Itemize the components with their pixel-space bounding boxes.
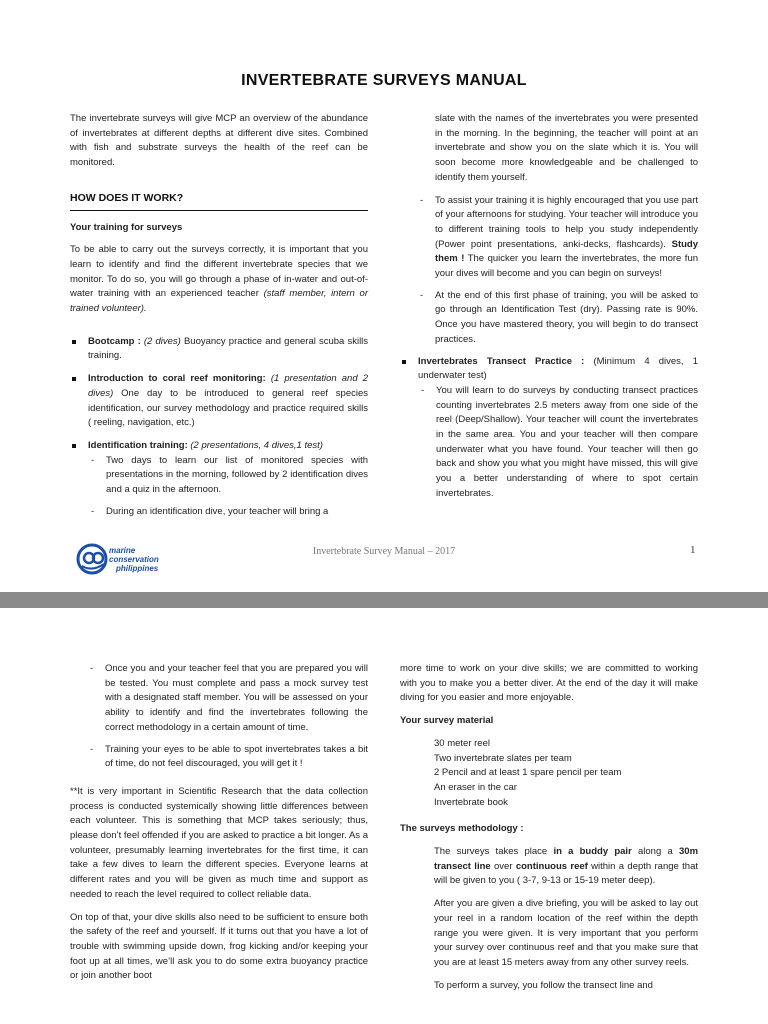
bullet-text: One day to be introduced to general reef species identification, our survey methodology and practice required skills ( reeling, navigation, etc.) <box>88 387 369 429</box>
bullet-intro-monitoring <box>70 372 368 431</box>
method-text: The surveys takes place <box>434 846 554 858</box>
method-bold: 30m transect line <box>434 846 699 872</box>
bullet-bootcamp <box>70 335 368 364</box>
material-item: An eraser in the car <box>434 781 517 793</box>
method-paragraph-3: To perform a survey, you follow the transect line and <box>434 979 653 991</box>
material-item: Invertebrate book <box>434 796 508 808</box>
training-intro-text: To be able to carry out the surveys correctly, it is important that you learn to identify and find the different invertebrate species that we monitor. To do so, you will go through a phase of in-water and out-of-water training with an experienced teacher <box>70 244 368 300</box>
training-intro-italic: (staff member, intern or trained volunteer). <box>70 288 368 315</box>
section-heading: HOW DOES IT WORK? <box>70 191 184 204</box>
heading-divider <box>70 210 368 211</box>
bullet-bold: Introduction to coral reef monitoring: <box>88 373 266 385</box>
dash-item: - You will learn to do surveys by conducting transect practices counting invertebrates 2.5 meters away from one side of the reel (Deep/Shallow). Your teacher will count the invertebrates in the same area. You and your teacher will then compare underwater what you have found. Your teacher will then go back and show you what you might have missed, this will give you a better understanding of where to spot certain invertebrates. <box>418 384 698 502</box>
logo-text-conservation: conservation <box>109 555 159 564</box>
training-intro <box>70 243 368 317</box>
intro-paragraph: The invertebrate surveys will give MCP an overview of the abundance of invertebrates at different depths at different dive sites. Combined with fish and substrate surveys the health of the reef can be monitored. <box>70 113 368 169</box>
bullet-bold: Invertebrates Transect Practice : <box>418 355 585 367</box>
right-dash-list <box>400 194 698 348</box>
footer-text: Invertebrate Survey Manual – 2017 <box>312 546 456 557</box>
method-heading: The surveys methodology : <box>400 823 524 835</box>
dash-item: - Training your eyes to be able to spot invertebrates takes a bit of time, do not feel discouraged, you will get it ! <box>87 743 368 772</box>
logo-text-marine: marine <box>109 546 136 555</box>
right-column <box>400 112 698 509</box>
transect-dash-list <box>418 384 698 502</box>
material-item: 2 Pencil and at least 1 spare pencil per team <box>434 767 622 779</box>
slate-continuation: slate with the names of the invertebrates you were presented in the morning. In the beginning, the teacher will point at an invertebrate and show you on the slate which it is. You will soon become more knowledgeable and be challenged to identify them yourself. <box>435 113 698 183</box>
method-paragraph-1 <box>400 845 698 889</box>
transect-bullet-list <box>400 355 698 502</box>
bullet-text: (Minimum 4 dives, 1 underwater test) <box>418 355 699 382</box>
method-text: over <box>490 860 516 872</box>
dash-id-test: - At the end of this first phase of training, you will be asked to go through an Identification Test (dry). Passing rate is 90%. Once you have mastered theory, you will begin to do transect practices. <box>417 289 698 348</box>
method-paragraph-2: After you are given a dive briefing, you will be asked to lay out your reel in a random location of the reef within the depth range you were given. It is very important that you perform your survey over continuous reef and that you make sure that you are at least 15 meters away from any other survey reels. <box>434 898 698 968</box>
page-number: 1 <box>690 544 696 556</box>
dash-item: - Once you and your teacher feel that you are prepared you will be tested. You must complete and pass a mock survey test with a designated staff member. You will be assessed on your ability to identify and find the invertebrates following the correct methodology in a certain amount of time. <box>87 662 368 736</box>
material-item: Two invertebrate slates per team <box>434 752 572 764</box>
bullet-italic: (1 presentation and 2 dives) <box>88 373 368 399</box>
bullet-text: Buoyancy practice and general scuba skills training. <box>88 335 369 362</box>
bullet-italic: (2 presentations, 4 dives,1 test) <box>190 439 323 451</box>
method-text: along a <box>631 846 679 858</box>
dive-skills-continuation: more time to work on your dive skills; we are committed to working with you to make you a better diver. At the end of the day it will make diving for you easier and more enjoyable. <box>400 663 698 704</box>
sub-heading: Your training for surveys <box>70 221 183 233</box>
method-bold: continuous reef <box>515 860 588 872</box>
bullet-italic: (2 dives) <box>143 335 181 347</box>
material-item: 30 meter reel <box>434 737 490 749</box>
dash-text: The quicker you learn the invertebrates, the more fun your dives will become and you can begin on surveys! <box>435 253 699 280</box>
dash-item: - During an identification dive, your teacher will bring a <box>88 505 368 520</box>
bullet-transect <box>400 355 698 502</box>
method-bold: in a buddy pair <box>553 846 632 858</box>
material-heading: Your survey material <box>400 715 494 727</box>
manual-page-2 <box>0 608 768 1024</box>
page-footer <box>0 540 768 580</box>
training-bullets <box>70 335 368 520</box>
material-list <box>400 737 698 811</box>
logo-text-philippines: philippines <box>116 564 159 573</box>
left-column <box>70 112 368 526</box>
important-paragraph: **It is very important in Scientific Research that the data collection process is conducted systemically showing little differences between each volunteer. This is something that MCP takes seriously; thus, please don’t feel offended if you are asked to practice a bit longer. As a volunteer, presumably learning invertebrates for the first time, it can take a few dives to learn the different species. Everyone learns at different rates and you will be given as much time and support as needed to reach the level required to collect reliable data. <box>70 785 368 900</box>
bullet-bold: Bootcamp : <box>88 335 141 347</box>
dash-text: To assist your training it is highly encouraged that you use part of your afternoons for studying. Your teacher will introduce you to different training tools to help you study independently (Power point presentations, anki-decks, flashcards). <box>435 194 698 250</box>
right-column-p2 <box>400 662 698 1001</box>
dash-study <box>417 194 698 282</box>
test-dash-list <box>70 662 368 772</box>
document-title: INVERTEBRATE SURVEYS MANUAL <box>241 72 527 89</box>
study-them-bold: Study them ! <box>435 238 699 265</box>
bullet-identification <box>70 439 368 520</box>
dash-item: - Two days to learn our list of monitored species with presentations in the morning, followed by 2 identification dives and a quiz in the afternoon. <box>88 454 368 498</box>
bullet-bold: Identification training: <box>88 439 188 451</box>
method-text: within a depth range that will be given to you ( 3-7, 9-13 or 15-19 meter deep). <box>434 860 699 887</box>
left-column-p2 <box>70 662 368 992</box>
identification-dash-list <box>88 454 368 520</box>
dive-skills-paragraph: On top of that, your dive skills also need to be sufficient to ensure both the safety of the reef and yourself. If it turns out that you have a lot of trouble with swimming upside down, frog kicking and/or keeping your foot up at all times, we’ll ask you to do some extra buoyancy practice or join another boot <box>70 911 368 982</box>
